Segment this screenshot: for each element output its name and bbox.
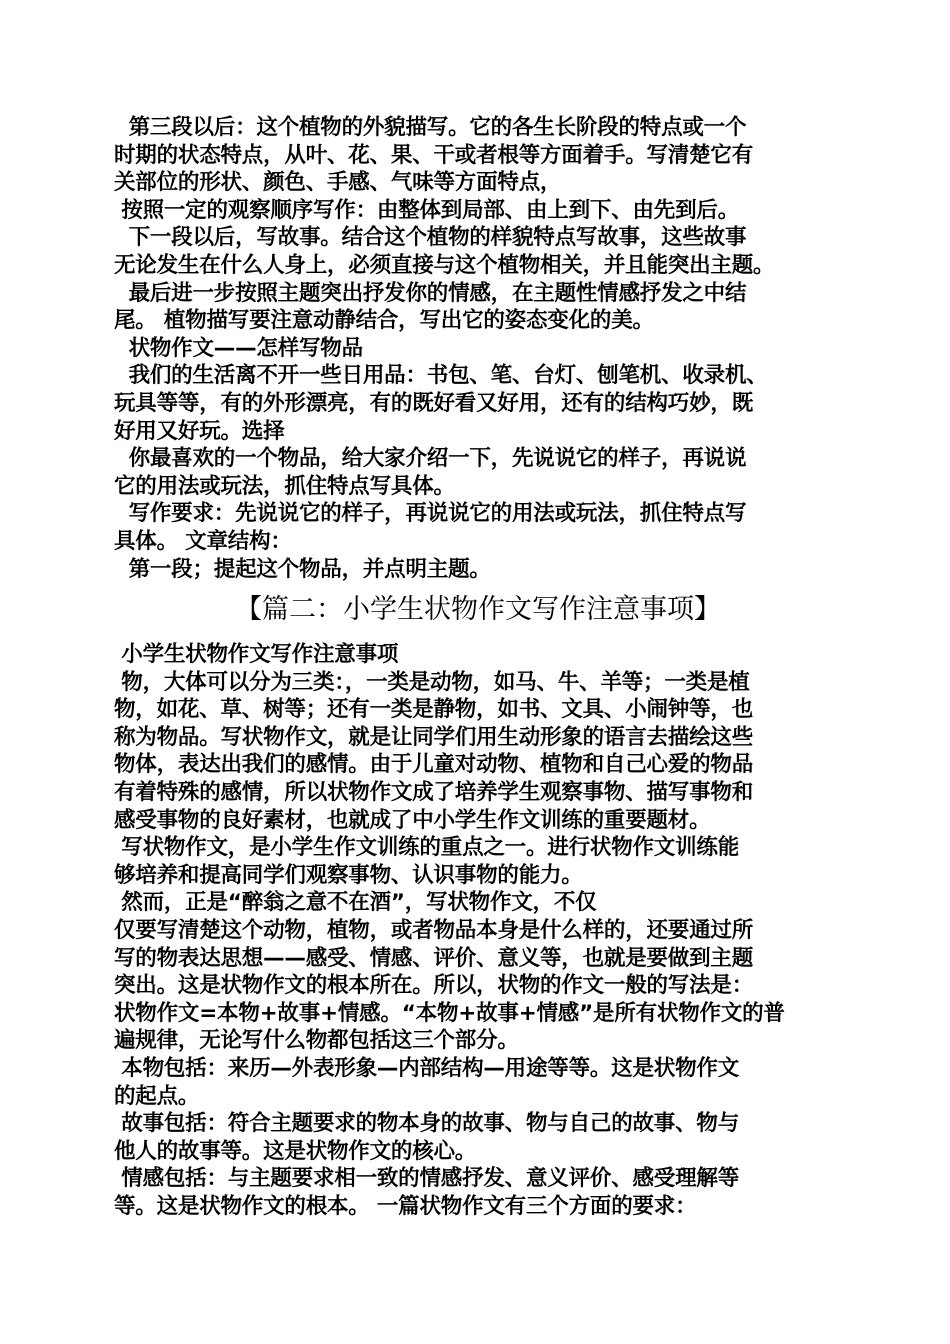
paragraph-line: 遍规律，无论写什么物都包括这三个部分。 — [114, 1028, 519, 1054]
paragraph-line: 本物包括：来历—外表形象—内部结构—用途等等。这是状物作文 — [114, 1056, 739, 1081]
paragraph-line: 物，大体可以分为三类：，一类是动物，如马、牛、羊等；一类是植 — [114, 669, 750, 695]
paragraph-line: 感受事物的良好素材，也就成了中小学生作文训练的重要题材。 — [114, 807, 711, 833]
paragraph-line: 最后进一步按照主题突出抒发你的情感，在主题性情感抒发之中结 — [114, 280, 747, 306]
paragraph-line: 我们的生活离不开一些日用品：书包、笔、台灯、刨笔机、收录机、 — [114, 363, 768, 389]
paragraph-line: 时期的状态特点，从叶、花、果、干或者根等方面着手。写清楚它有 — [114, 142, 754, 168]
paragraph-line: 称为物品。写状物作文，就是让同学们用生动形象的语言去描绘这些 — [114, 724, 754, 750]
paragraph-line: 的起点。 — [114, 1083, 200, 1109]
paragraph-line: 物体，表达出我们的感情。由于儿童对动物、植物和自己心爱的物品 — [114, 752, 754, 778]
paragraph-line: 它的用法或玩法，抓住特点写具体。 — [114, 473, 455, 499]
document-page — [114, 114, 842, 1221]
paragraph-line: 够培养和提高同学们观察事物、认识事物的能力。 — [114, 862, 583, 888]
paragraph-line: 第三段以后：这个植物的外貌描写。它的各生长阶段的特点或一个 — [114, 115, 747, 140]
paragraph-line: 尾。 植物描写要注意动静结合，写出它的姿态变化的美。 — [114, 308, 654, 334]
paragraph-line: 他人的故事等。这是状物作文的核心。 — [114, 1138, 477, 1164]
paragraph-line: 按照一定的观察顺序写作：由整体到局部、由上到下、由先到后。 — [114, 197, 739, 223]
paragraph-line: 物，如花、草、树等；还有一类是静物，如书、文具、小闹钟等，也 — [114, 697, 754, 723]
paragraph-line: 仅要写清楚这个动物，植物，或者物品本身是什么样的，还要通过所 — [114, 918, 754, 944]
paragraph-line: 写的物表达思想——感受、情感、评价、意义等，也就是要做到主题 — [114, 945, 754, 971]
paragraph-line: 状物作文=本物+故事+情感。“本物+故事+情感”是所有状物作文的普 — [114, 1000, 785, 1026]
paragraph-line: 等。这是状物作文的根本。 一篇状物作文有三个方面的要求： — [114, 1193, 697, 1219]
paragraph-line: 关部位的形状、颜色、手感、气味等方面特点， — [114, 170, 562, 196]
paragraph-line: 写状物作文，是小学生作文训练的重点之一。进行状物作文训练能 — [114, 835, 739, 861]
paragraph-line: 突出。这是状物作文的根本所在。所以，状物的作文一般的写法是： — [114, 973, 754, 999]
paragraph-line: 情感包括：与主题要求相一致的情感抒发、意义评价、感受理解等 — [114, 1166, 739, 1192]
paragraph-line: 故事包括：符合主题要求的物本身的故事、物与自己的故事、物与 — [114, 1111, 739, 1137]
subheading-line: 状物作文——怎样写物品 — [114, 335, 363, 361]
paragraph-line: 玩具等等，有的外形漂亮，有的既好看又好用，还有的结构巧妙，既 — [114, 390, 754, 416]
section-2 — [114, 641, 842, 1220]
paragraph-line: 第一段；提起这个物品，并点明主题。 — [114, 556, 491, 582]
paragraph-line: 具体。 文章结构： — [114, 528, 292, 554]
paragraph-line: 好用又好玩。选择 — [114, 418, 285, 444]
paragraph-line: 写作要求：先说说它的样子，再说说它的用法或玩法，抓住特点写 — [114, 501, 747, 527]
section-1 — [114, 114, 842, 583]
subheading-line: 小学生状物作文写作注意事项 — [114, 642, 399, 668]
paragraph-line: 你最喜欢的一个物品，给大家介绍一下，先说说它的样子，再说说 — [114, 446, 747, 472]
paragraph-line: 无论发生在什么人身上，必须直接与这个植物相关，并且能突出主题。 — [114, 252, 775, 278]
paragraph-line: 下一段以后，写故事。结合这个植物的样貌特点写故事，这些故事 — [114, 225, 747, 251]
paragraph-line: 有着特殊的感情，所以状物作文成了培养学生观察事物、描写事物和 — [114, 780, 754, 806]
paragraph-line: 然而，正是“醉翁之意不在酒”，写状物作文，不仅 — [114, 890, 597, 916]
section-heading: 【篇二：小学生状物作文写作注意事项】 — [235, 594, 721, 626]
